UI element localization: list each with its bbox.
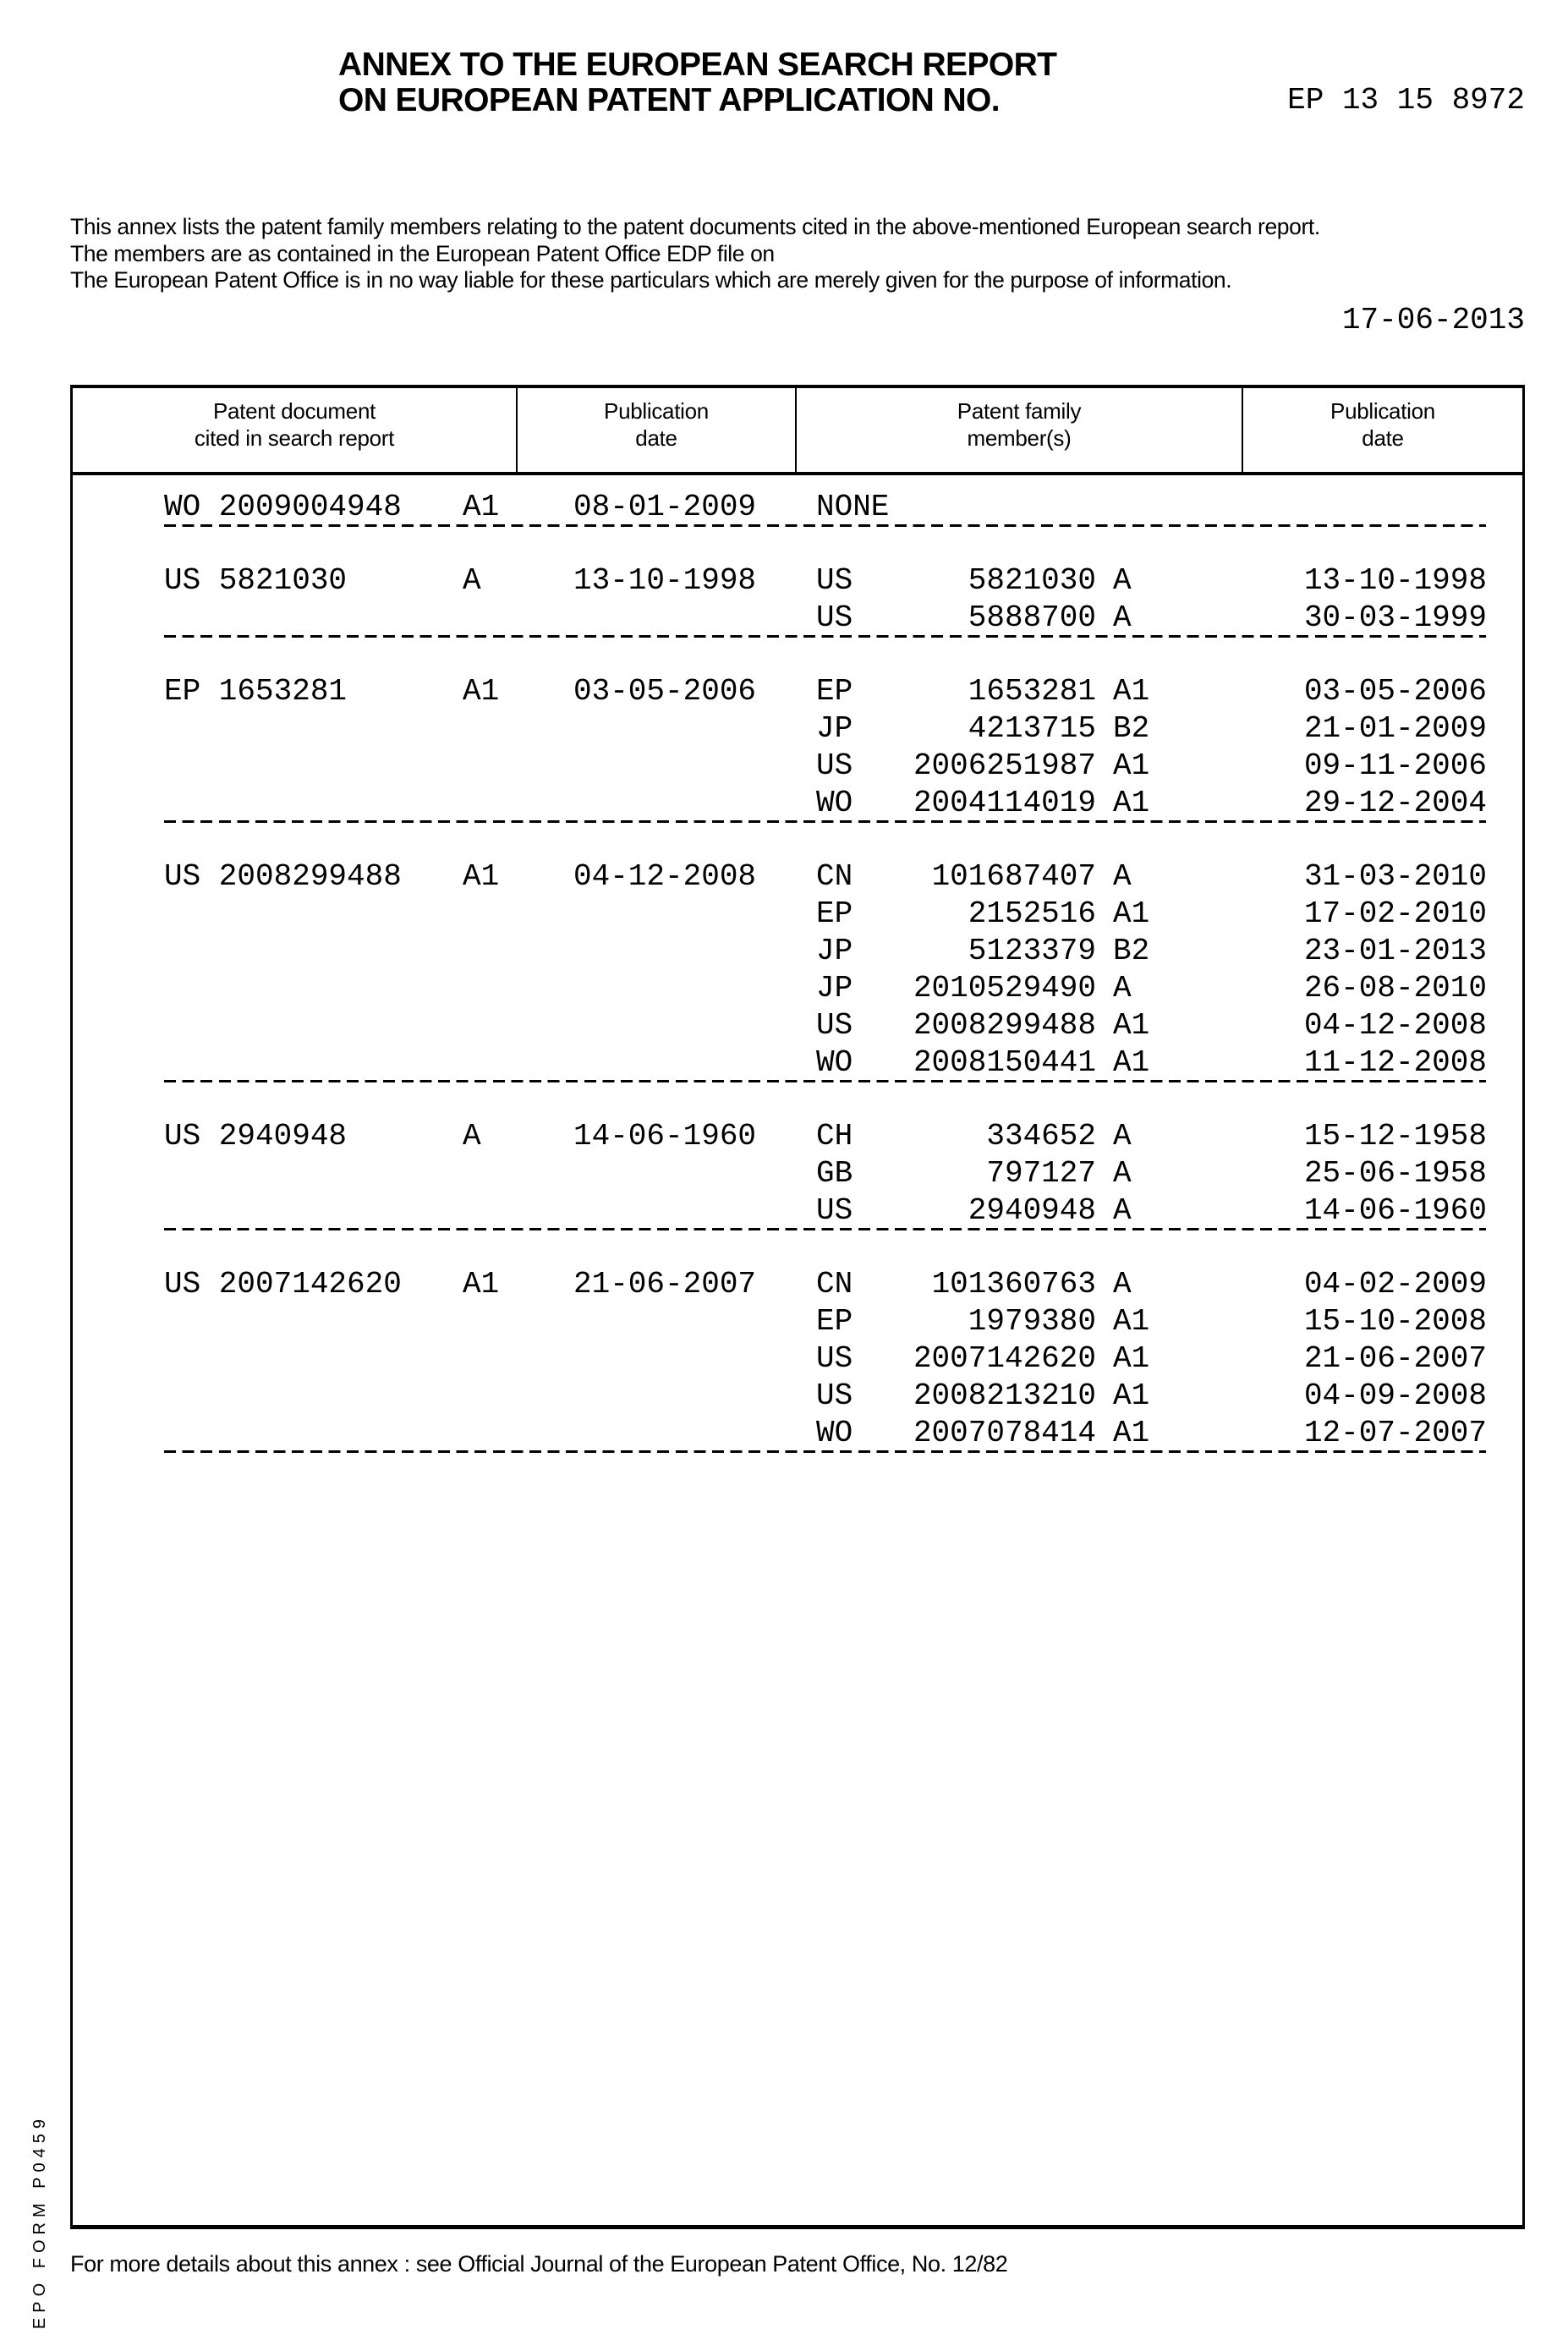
header-text: member(s) <box>797 425 1242 452</box>
member-publication-date: 03-05-2006 <box>1302 673 1487 710</box>
application-number: EP 13 15 8972 <box>1287 82 1525 119</box>
group-separator <box>164 1228 1486 1230</box>
member-publication-date: 23-01-2013 <box>1302 933 1487 970</box>
cited-document-number: EP 1653281 <box>164 673 347 710</box>
cited-publication-date: 13-10-1998 <box>573 562 756 600</box>
member-number: 2940948 <box>888 1192 1096 1230</box>
header-text: Publication <box>1243 397 1522 425</box>
cited-document-kind: A1 <box>463 858 499 896</box>
cited-document-kind: A1 <box>463 489 499 526</box>
member-country-code: US <box>816 748 853 785</box>
cited-publication-date: 14-06-1960 <box>573 1118 756 1155</box>
member-publication-date: 09-11-2006 <box>1302 748 1487 785</box>
member-country-code: CN <box>816 858 853 896</box>
member-number: 2010529490 <box>888 970 1096 1007</box>
member-publication-date: 15-12-1958 <box>1302 1118 1487 1155</box>
member-country-code: US <box>816 1192 853 1230</box>
report-date: 17-06-2013 <box>1342 302 1525 339</box>
member-number: 334652 <box>888 1118 1096 1155</box>
intro-line-2: The members are as contained in the European Patent Office EDP file on <box>70 240 775 267</box>
member-number: 2008150441 <box>888 1044 1096 1082</box>
member-publication-date: 26-08-2010 <box>1302 970 1487 1007</box>
member-number: 5888700 <box>888 600 1096 637</box>
group-separator <box>164 1080 1486 1082</box>
member-number: 2007142620 <box>888 1340 1096 1378</box>
cited-document-number: US 2940948 <box>164 1118 347 1155</box>
member-publication-date: 25-06-1958 <box>1302 1155 1487 1192</box>
member-kind: A <box>1113 1192 1132 1230</box>
member-publication-date: 11-12-2008 <box>1302 1044 1487 1082</box>
member-kind: A <box>1113 1266 1132 1303</box>
member-country-code: WO <box>816 1415 853 1452</box>
cited-publication-date: 21-06-2007 <box>573 1266 756 1303</box>
member-country-code: NONE <box>816 489 889 526</box>
cited-document-kind: A1 <box>463 673 499 710</box>
member-country-code: WO <box>816 1044 853 1082</box>
member-number: 1653281 <box>888 673 1096 710</box>
group-separator <box>164 820 1486 823</box>
member-kind: A <box>1113 1155 1132 1192</box>
member-publication-date: 30-03-1999 <box>1302 600 1487 637</box>
member-publication-date: 21-01-2009 <box>1302 710 1487 748</box>
member-country-code: US <box>816 1340 853 1378</box>
member-publication-date: 15-10-2008 <box>1302 1303 1487 1340</box>
cited-publication-date: 04-12-2008 <box>573 858 756 896</box>
member-kind: A1 <box>1113 1415 1149 1452</box>
member-kind: A1 <box>1113 748 1149 785</box>
member-country-code: EP <box>816 1303 853 1340</box>
member-kind: A <box>1113 600 1132 637</box>
header-family-members <box>797 397 1242 465</box>
header-text: Publication <box>518 397 795 425</box>
member-publication-date: 17-02-2010 <box>1302 896 1487 933</box>
member-kind: B2 <box>1113 933 1149 970</box>
member-number: 4213715 <box>888 710 1096 748</box>
report-title-line1: ANNEX TO THE EUROPEAN SEARCH REPORT <box>338 47 1056 84</box>
header-cited-document <box>73 397 516 465</box>
member-number: 101687407 <box>888 858 1096 896</box>
cited-document-kind: A <box>463 1118 481 1155</box>
member-kind: A1 <box>1113 896 1149 933</box>
member-country-code: CH <box>816 1118 853 1155</box>
member-country-code: US <box>816 562 853 600</box>
member-publication-date: 29-12-2004 <box>1302 785 1487 822</box>
member-country-code: CN <box>816 1266 853 1303</box>
member-publication-date: 13-10-1998 <box>1302 562 1487 600</box>
member-kind: A <box>1113 970 1132 1007</box>
member-country-code: JP <box>816 710 853 748</box>
member-number: 2008299488 <box>888 1007 1096 1044</box>
member-country-code: US <box>816 600 853 637</box>
member-number: 2152516 <box>888 896 1096 933</box>
member-kind: B2 <box>1113 710 1149 748</box>
header-text: date <box>518 425 795 452</box>
intro-line-1: This annex lists the patent family members relating to the patent documents cited in the above-mentioned European search report. <box>70 213 1320 240</box>
header-text: Patent family <box>797 397 1242 425</box>
form-code: EPO FORM P0459 <box>30 2114 50 2329</box>
member-kind: A1 <box>1113 785 1149 822</box>
member-number: 2007078414 <box>888 1415 1096 1452</box>
header-divider <box>70 472 1525 475</box>
member-country-code: GB <box>816 1155 853 1192</box>
member-country-code: WO <box>816 785 853 822</box>
cited-publication-date: 03-05-2006 <box>573 673 756 710</box>
member-number: 2006251987 <box>888 748 1096 785</box>
cited-document-number: US 2007142620 <box>164 1266 402 1303</box>
member-publication-date: 04-09-2008 <box>1302 1378 1487 1415</box>
member-publication-date: 14-06-1960 <box>1302 1192 1487 1230</box>
header-text: Patent document <box>73 397 516 425</box>
member-publication-date: 12-07-2007 <box>1302 1415 1487 1452</box>
member-kind: A1 <box>1113 1303 1149 1340</box>
member-publication-date: 04-12-2008 <box>1302 1007 1487 1044</box>
footer-note: For more details about this annex : see Official Journal of the European Patent Office, No. 12/82 <box>70 2251 1007 2277</box>
report-title-line2: ON EUROPEAN PATENT APPLICATION NO. <box>338 82 1000 119</box>
header-member-publication-date <box>1243 397 1522 465</box>
member-number: 2004114019 <box>888 785 1096 822</box>
member-country-code: JP <box>816 933 853 970</box>
cited-document-number: US 5821030 <box>164 562 347 600</box>
member-number: 1979380 <box>888 1303 1096 1340</box>
cited-publication-date: 08-01-2009 <box>573 489 756 526</box>
header-text: cited in search report <box>73 425 516 452</box>
header-text: date <box>1243 425 1522 452</box>
member-kind: A1 <box>1113 673 1149 710</box>
member-number: 101360763 <box>888 1266 1096 1303</box>
member-number: 5821030 <box>888 562 1096 600</box>
member-country-code: EP <box>816 896 853 933</box>
member-number: 797127 <box>888 1155 1096 1192</box>
member-kind: A <box>1113 562 1132 600</box>
member-publication-date: 04-02-2009 <box>1302 1266 1487 1303</box>
member-number: 5123379 <box>888 933 1096 970</box>
member-kind: A1 <box>1113 1007 1149 1044</box>
group-separator <box>164 635 1486 638</box>
member-publication-date: 31-03-2010 <box>1302 858 1487 896</box>
member-kind: A <box>1113 1118 1132 1155</box>
header-publication-date <box>518 397 795 465</box>
member-kind: A <box>1113 858 1132 896</box>
cited-document-number: WO 2009004948 <box>164 489 402 526</box>
member-country-code: JP <box>816 970 853 1007</box>
cited-document-kind: A1 <box>463 1266 499 1303</box>
member-publication-date: 21-06-2007 <box>1302 1340 1487 1378</box>
member-kind: A1 <box>1113 1340 1149 1378</box>
cited-document-number: US 2008299488 <box>164 858 402 896</box>
group-separator <box>164 524 1486 527</box>
intro-line-3: The European Patent Office is in no way liable for these particulars which are merely given for the purpose of information. <box>70 266 1231 293</box>
member-kind: A1 <box>1113 1378 1149 1415</box>
group-separator <box>164 1450 1486 1453</box>
member-country-code: US <box>816 1007 853 1044</box>
member-number: 2008213210 <box>888 1378 1096 1415</box>
cited-document-kind: A <box>463 562 481 600</box>
member-country-code: EP <box>816 673 853 710</box>
member-country-code: US <box>816 1378 853 1415</box>
member-kind: A1 <box>1113 1044 1149 1082</box>
